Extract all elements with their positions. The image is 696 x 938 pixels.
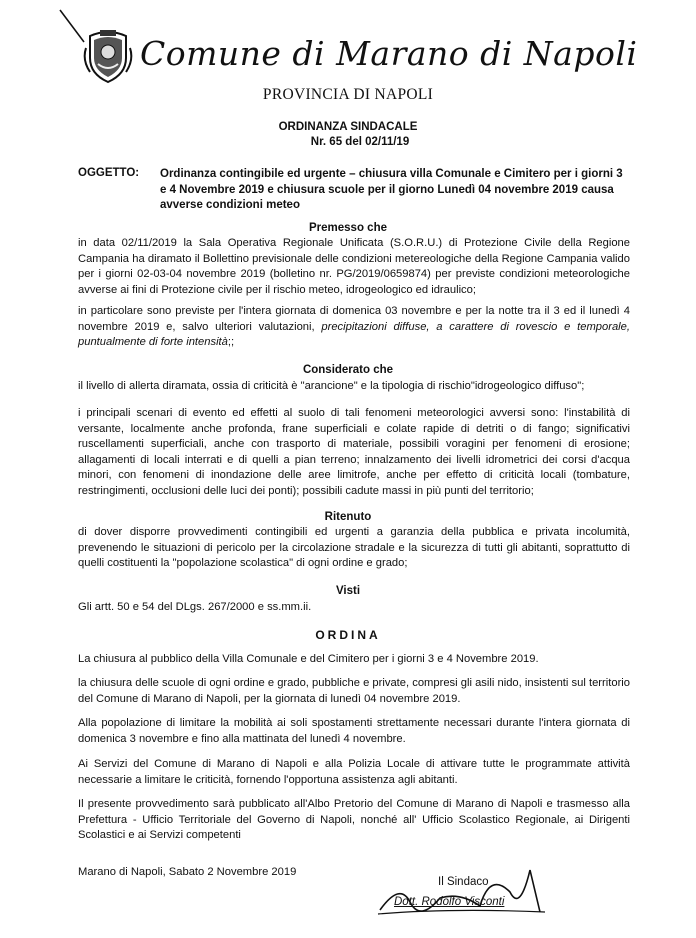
- visti-heading: Visti: [335, 585, 361, 597]
- ordina-paragraph-5: Il presente provvedimento sarà pubblicato all'Albo Pretorio del Comune di Marano di Napoli e trasmesso alla Prefettura - Ufficio Territoriale del Governo di Napoli, nonché all' Ufficio Scolastico Regionale, ai Dirigenti Scolastici e ai Servizi competenti: [78, 798, 630, 841]
- municipality-masthead: Comune di Marano di Napoli: [140, 34, 638, 73]
- subject-label: OGGETTO:: [78, 167, 140, 179]
- ordina-paragraph-4: Ai Servizi del Comune di Marano di Napoli e alla Polizia Locale di attivare tutte le programmate attività necessarie a limitare le criticità, fornendo l'opportuna assistenza agli abitanti.: [78, 758, 630, 786]
- place-date-line: Marano di Napoli, Sabato 2 Novembre 2019: [78, 866, 297, 878]
- premesso-p2-lead: in particolare sono previste per l'intera giornata di domenica 03 novembre e per la notte tra il 3 ed il lunedì 4 novembre 2019 e, salvo ulteriori valutazioni,: [78, 305, 630, 333]
- ordinance-title: ORDINANZA SINDACALE: [278, 121, 418, 133]
- ritenuto-heading: Ritenuto: [324, 511, 372, 523]
- ritenuto-paragraph: di dover disporre provvedimenti contingibili ed urgenti a garanzia della pubblica e privata incolumità, prevenendo le situazioni di pericolo per la circolazione stradale e la sicurezza di tutti gli abitanti, soprattutto di quelli costituenti la "popolazione scolastica" di ogni ordine e grado;: [78, 526, 630, 569]
- ordina-heading: ORDINA: [315, 628, 381, 642]
- ordina-paragraph-2: la chiusura delle scuole di ogni ordine e grado, pubbliche e private, compresi gli asili nido, insistenti sul territorio del Comune di Marano di Napoli, per la giornata di lunedì 04 novembre 2019.: [78, 677, 630, 705]
- subject-text: Ordinanza contingibile ed urgente – chiusura villa Comunale e Cimitero per i giorni 3 e 4 Novembre 2019 e chiusura scuole per il giorno Lunedì 04 novembre 2019 causa avverse condizioni meteo: [160, 168, 623, 211]
- premesso-p2-italic: precipitazioni diffuse, a carattere di rovescio e temporale, puntualmente di forte intensità: [78, 320, 630, 348]
- considerato-paragraph-2: i principali scenari di evento ed effetti al suolo di tali fenomeni meteorologici avversi sono: l'instabilità di versante, localmente anche profonda, frane superficiali e colate rapide di detriti o di fango; significativi ruscellamenti superficiali, anche con trasporto di materiale, possibili voragini per fenomeni di erosione; allagamenti di locali interrati e di quelli a pian terreno; innalzamento dei livelli idrometrici dei corsi d'acqua minori, con fenomeni di inondazione delle aree limitrofe, anche per effetto di criticità locali (tombature, restringimenti, occlusioni delle luci dei ponti); possibili cadute massi in più punti del territorio;: [78, 407, 630, 497]
- premesso-heading: Premesso che: [309, 222, 387, 234]
- considerato-heading: Considerato che: [302, 364, 394, 376]
- premesso-paragraph-1: in data 02/11/2019 la Sala Operativa Regionale Unificata (S.O.R.U.) di Protezione Civile della Regione Campania ha diramato il Bollettino previsionale delle condizioni metereologiche della Regione Campania valido per i giorni 02-03-04 novembre 2019 (bolletino nr. PG/2019/0659874) per previste condizioni meteorologiche avverse ai fini di Protezione civile per il rischio meteo, idrogeologico ed idraulico;: [78, 237, 630, 296]
- coat-of-arms-icon: [80, 28, 136, 84]
- mayor-title: Il Sindaco: [438, 876, 489, 888]
- visti-paragraph: Gli artt. 50 e 54 del DLgs. 267/2000 e ss.mm.ii.: [78, 601, 312, 613]
- province-title: PROVINCIA DI NAPOLI: [262, 86, 434, 103]
- premesso-p2-tail: ;;: [227, 336, 235, 348]
- ordinance-number: Nr. 65 del 02/11/19: [310, 136, 410, 148]
- considerato-paragraph-1: il livello di allerta diramata, ossia di criticità è "arancione" e la tipologia di rischio"idrogeologico diffuso";: [78, 380, 585, 392]
- handwritten-signature: [370, 862, 550, 922]
- mayor-name: Dott. Rodolfo Visconti: [394, 896, 505, 908]
- ordina-paragraph-1: La chiusura al pubblico della Villa Comunale e del Cimitero per i giorni 3 e 4 Novembre 2019.: [78, 653, 539, 665]
- premesso-paragraph-2: [78, 304, 630, 351]
- ordina-paragraph-3: Alla popolazione di limitare la mobilità ai soli spostamenti strettamente necessari durante l'intera giornata di domenica 3 novembre e fino alla mattinata del lunedì 4 novembre.: [78, 717, 630, 745]
